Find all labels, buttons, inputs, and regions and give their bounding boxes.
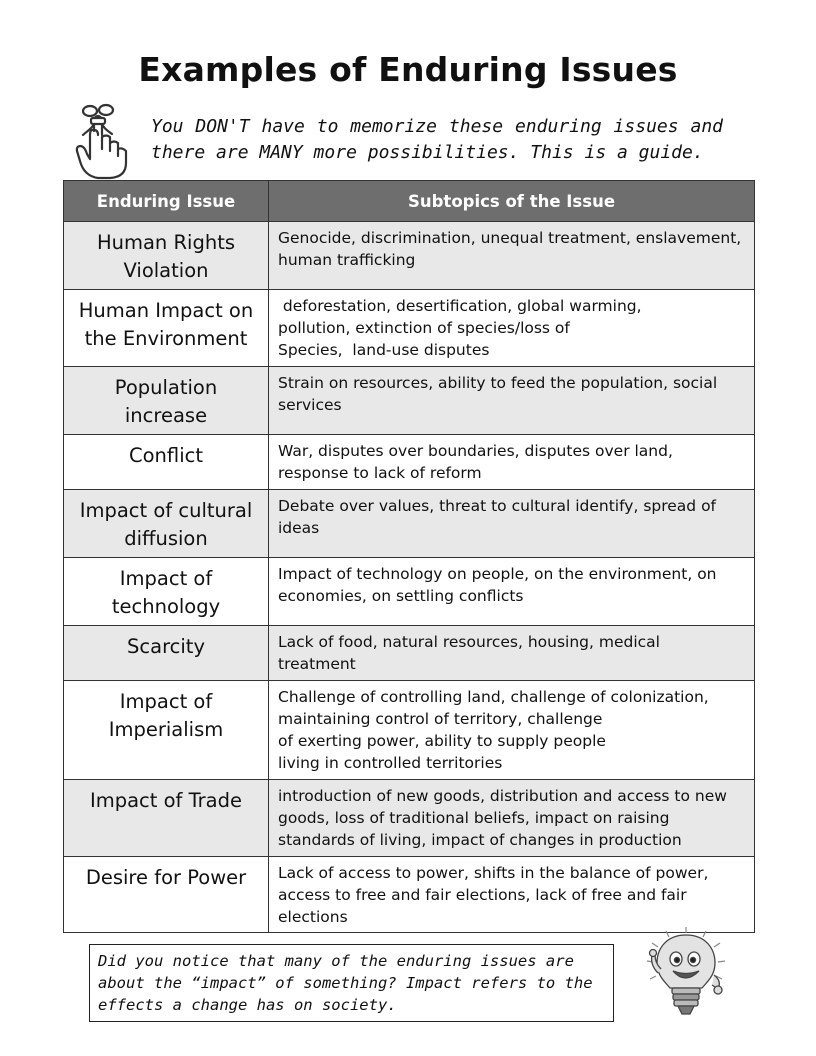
subtopic-cell: Strain on resources, ability to feed the population, social services — [269, 367, 755, 435]
issue-cell: Human Rights Violation — [64, 222, 269, 290]
subtopic-cell: Genocide, discrimination, unequal treatment, enslavement, human trafficking — [269, 222, 755, 290]
page-title: Examples of Enduring Issues — [138, 50, 678, 89]
subtopic-cell: Impact of technology on people, on the environment, on economies, on settling conflicts — [269, 558, 755, 626]
table-row — [64, 681, 755, 780]
table-row — [64, 367, 755, 435]
table-row — [64, 558, 755, 626]
intro-line-1: You DON'T have to memorize these enduring issues and — [151, 116, 723, 137]
table-row — [64, 490, 755, 558]
issue-cell: Impact of cultural diffusion — [64, 490, 269, 558]
subtopic-cell: Debate over values, threat to cultural identify, spread of ideas — [269, 490, 755, 558]
table-row — [64, 290, 755, 367]
note-line-3: effects a change has on society. — [98, 996, 397, 1014]
subtopic-cell: War, disputes over boundaries, disputes over land, response to lack of reform — [269, 435, 755, 490]
subtopic-cell: introduction of new goods, distribution and access to new goods, loss of traditional beliefs, impact on raising standards of living, impact of changes in production — [269, 780, 755, 857]
impact-note-box — [89, 944, 614, 1022]
issue-cell: Conflict — [64, 435, 269, 490]
finger-string-reminder-icon — [72, 101, 134, 181]
issue-cell: Impact of Imperialism — [64, 681, 269, 780]
subtopic-cell: Lack of access to power, shifts in the balance of power, access to free and fair elections, lack of free and fair elections — [269, 857, 755, 933]
issue-cell: Desire for Power — [64, 857, 269, 933]
table-row — [64, 780, 755, 857]
issue-cell: Scarcity — [64, 626, 269, 681]
intro-text — [151, 114, 723, 166]
column-header-issue: Enduring Issue — [64, 181, 269, 222]
note-line-2: about the “impact” of something? Impact refers to the — [98, 974, 593, 992]
note-line-1: Did you notice that many of the enduring issues are — [98, 952, 574, 970]
issue-cell: Human Impact on the Environment — [64, 290, 269, 367]
table-header-row — [64, 181, 755, 222]
lightbulb-mascot-icon — [644, 925, 728, 1021]
table-row — [64, 626, 755, 681]
subtopic-cell: Challenge of controlling land, challenge of colonization, maintaining control of territory, challenge of exerting power, ability to supply people living in controlled territories — [269, 681, 755, 780]
subtopic-cell: Lack of food, natural resources, housing, medical treatment — [269, 626, 755, 681]
table-row — [64, 857, 755, 933]
issue-cell: Impact of technology — [64, 558, 269, 626]
column-header-subtopics: Subtopics of the Issue — [269, 181, 755, 222]
subtopic-cell: deforestation, desertification, global warming, pollution, extinction of species/loss of Species, land-use disputes — [269, 290, 755, 367]
intro-line-2: there are MANY more possibilities. This is a guide. — [151, 142, 704, 163]
issue-cell: Impact of Trade — [64, 780, 269, 857]
enduring-issues-table — [63, 180, 755, 933]
issue-cell: Population increase — [64, 367, 269, 435]
table-row — [64, 222, 755, 290]
table-row — [64, 435, 755, 490]
